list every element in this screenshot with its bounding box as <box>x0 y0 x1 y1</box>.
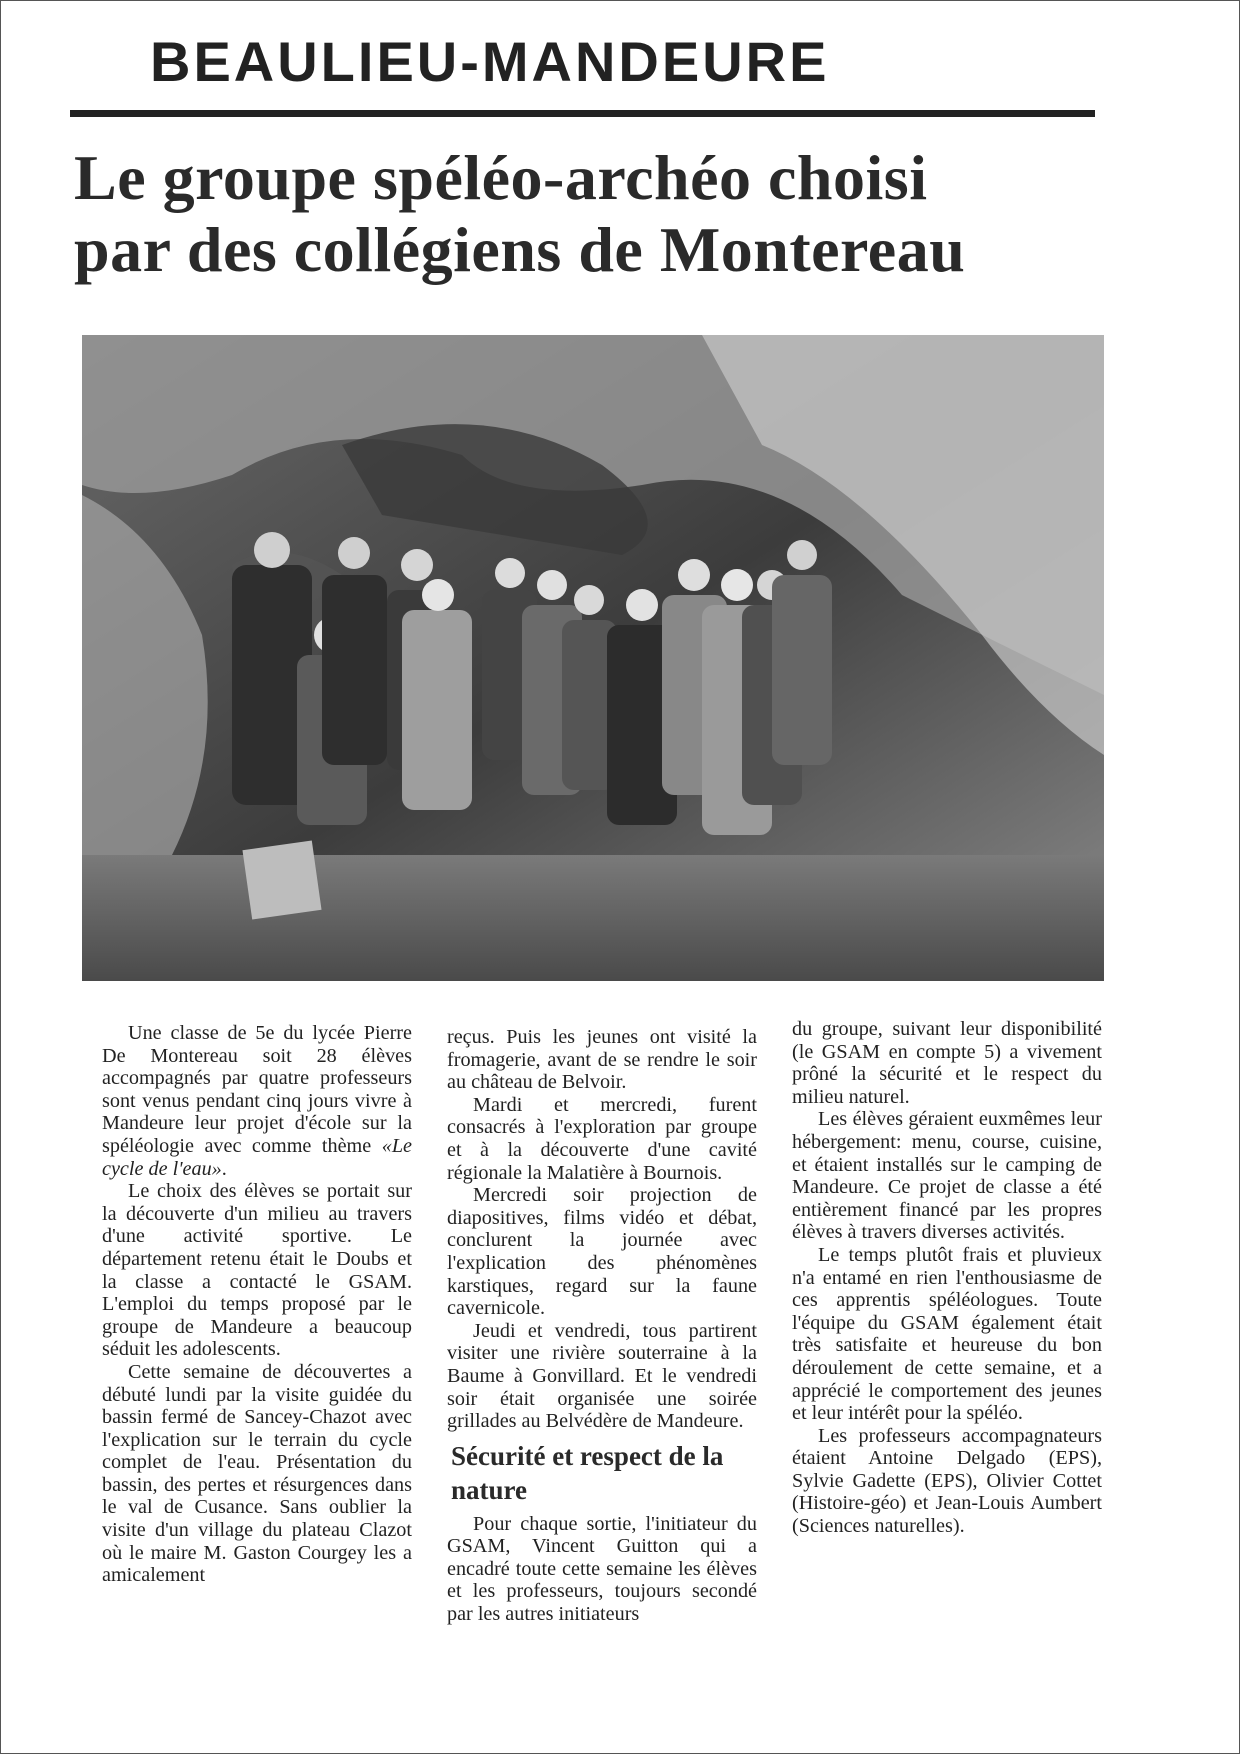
text-column-3 <box>792 1018 1102 1538</box>
section-subheading: Sécurité et respect de la nature <box>451 1440 724 1505</box>
col2-paragraph-1: Mardi et mercredi, furent consacrés à l'exploration par groupe et à la découverte d'une cavité régionale la Malatière à Bournois. <box>447 1093 757 1184</box>
text-column-2 <box>447 1026 757 1626</box>
col3-paragraph-1: Les élèves géraient euxmêmes leur hébergement: menu, course, cuisine, et étaient installés sur le camping de Mandeure. Ce projet de classe a été entièrement financé par les propres élèves à travers diverses activités. <box>792 1108 1102 1244</box>
headline-line-2: par des collégiens de Montereau <box>74 214 966 285</box>
col3-paragraph-0: du groupe, suivant leur disponibilité (le GSAM en compte 5) a vivement prôné la sécurité et le respect du milieu naturel. <box>792 1018 1102 1108</box>
col1-p1-text: Une classe de 5e du lycée Pierre De Montereau soit 28 élèves accompagnés par quatre professeurs sont venus pendant cinq jours vivre à Mandeure leur projet d'école sur la spéléologie avec comme thème <box>102 1022 412 1157</box>
col1-paragraph-1 <box>102 1022 412 1180</box>
col2-paragraph-3: Jeudi et vendredi, tous partirent visiter une rivière souterraine à la Baume à Gonvillard. Et le vendredi soir était organisée une soirée grillades au Belvédère de Mandeure. <box>447 1319 757 1433</box>
article-headline <box>74 142 1094 286</box>
col1-paragraph-2: Le choix des élèves se portait sur la découverte d'un milieu au travers d'une activité sportive. Le département retenu était le Doubs et la classe a contacté le GSAM. L'emploi du temps proposé par le groupe de Mandeure a beaucoup séduit les adolescents. <box>102 1180 412 1361</box>
col3-paragraph-2: Le temps plutôt frais et pluvieux n'a entamé en rien l'enthousiasme de ces apprentis spéléologues. Toute l'équipe du GSAM également était très satisfaite et heureuse du bon déroulement de cette semaine, et a apprécié le comportement des jeunes et leur intérêt pour la spéléo. <box>792 1243 1102 1425</box>
col1-p1-theme: «Le cycle de l'eau» <box>102 1134 412 1180</box>
kicker-rule <box>70 110 1095 117</box>
group-photo <box>82 335 1104 981</box>
col2-paragraph-4: Pour chaque sortie, l'initiateur du GSAM, Vincent Guitton qui a encadré toute cette semaine les élèves et les professeurs, toujours secondé par les autres initiateurs <box>447 1512 757 1626</box>
text-column-1 <box>102 1022 412 1587</box>
col2-paragraph-2: Mercredi soir projection de diapositives, films vidéo et débat, conclurent la journée avec l'explication des phénomènes karstiques, regard sur la faune cavernicole. <box>447 1184 757 1320</box>
section-kicker: BEAULIEU-MANDEURE <box>150 30 830 93</box>
col2-paragraph-0: reçus. Puis les jeunes ont visité la fromagerie, avant de se rendre le soir au château de Belvoir. <box>447 1026 757 1094</box>
col1-paragraph-3: Cette semaine de découvertes a débuté lundi par la visite guidée du bassin fermé de Sancey-Chazot avec l'explication sur le terrain du cycle complet de l'eau. Présentation du bassin, des pertes et résurgences dans le val de Cusance. Sans oublier la visite d'un village du plateau Clazot où le maire M. Gaston Courgey les a amicalement <box>102 1360 412 1587</box>
headline-line-1: Le groupe spéléo-archéo choisi <box>74 142 928 213</box>
cave-photo-graphic <box>82 335 1104 981</box>
col1-p1-end: . <box>221 1157 227 1180</box>
col3-paragraph-3: Les professeurs accompagnateurs étaient Antoine Delgado (EPS), Sylvie Gadette (EPS), Olivier Cottet (Histoire-géo) et Jean-Louis Aumbert (Sciences naturelles). <box>792 1424 1102 1538</box>
